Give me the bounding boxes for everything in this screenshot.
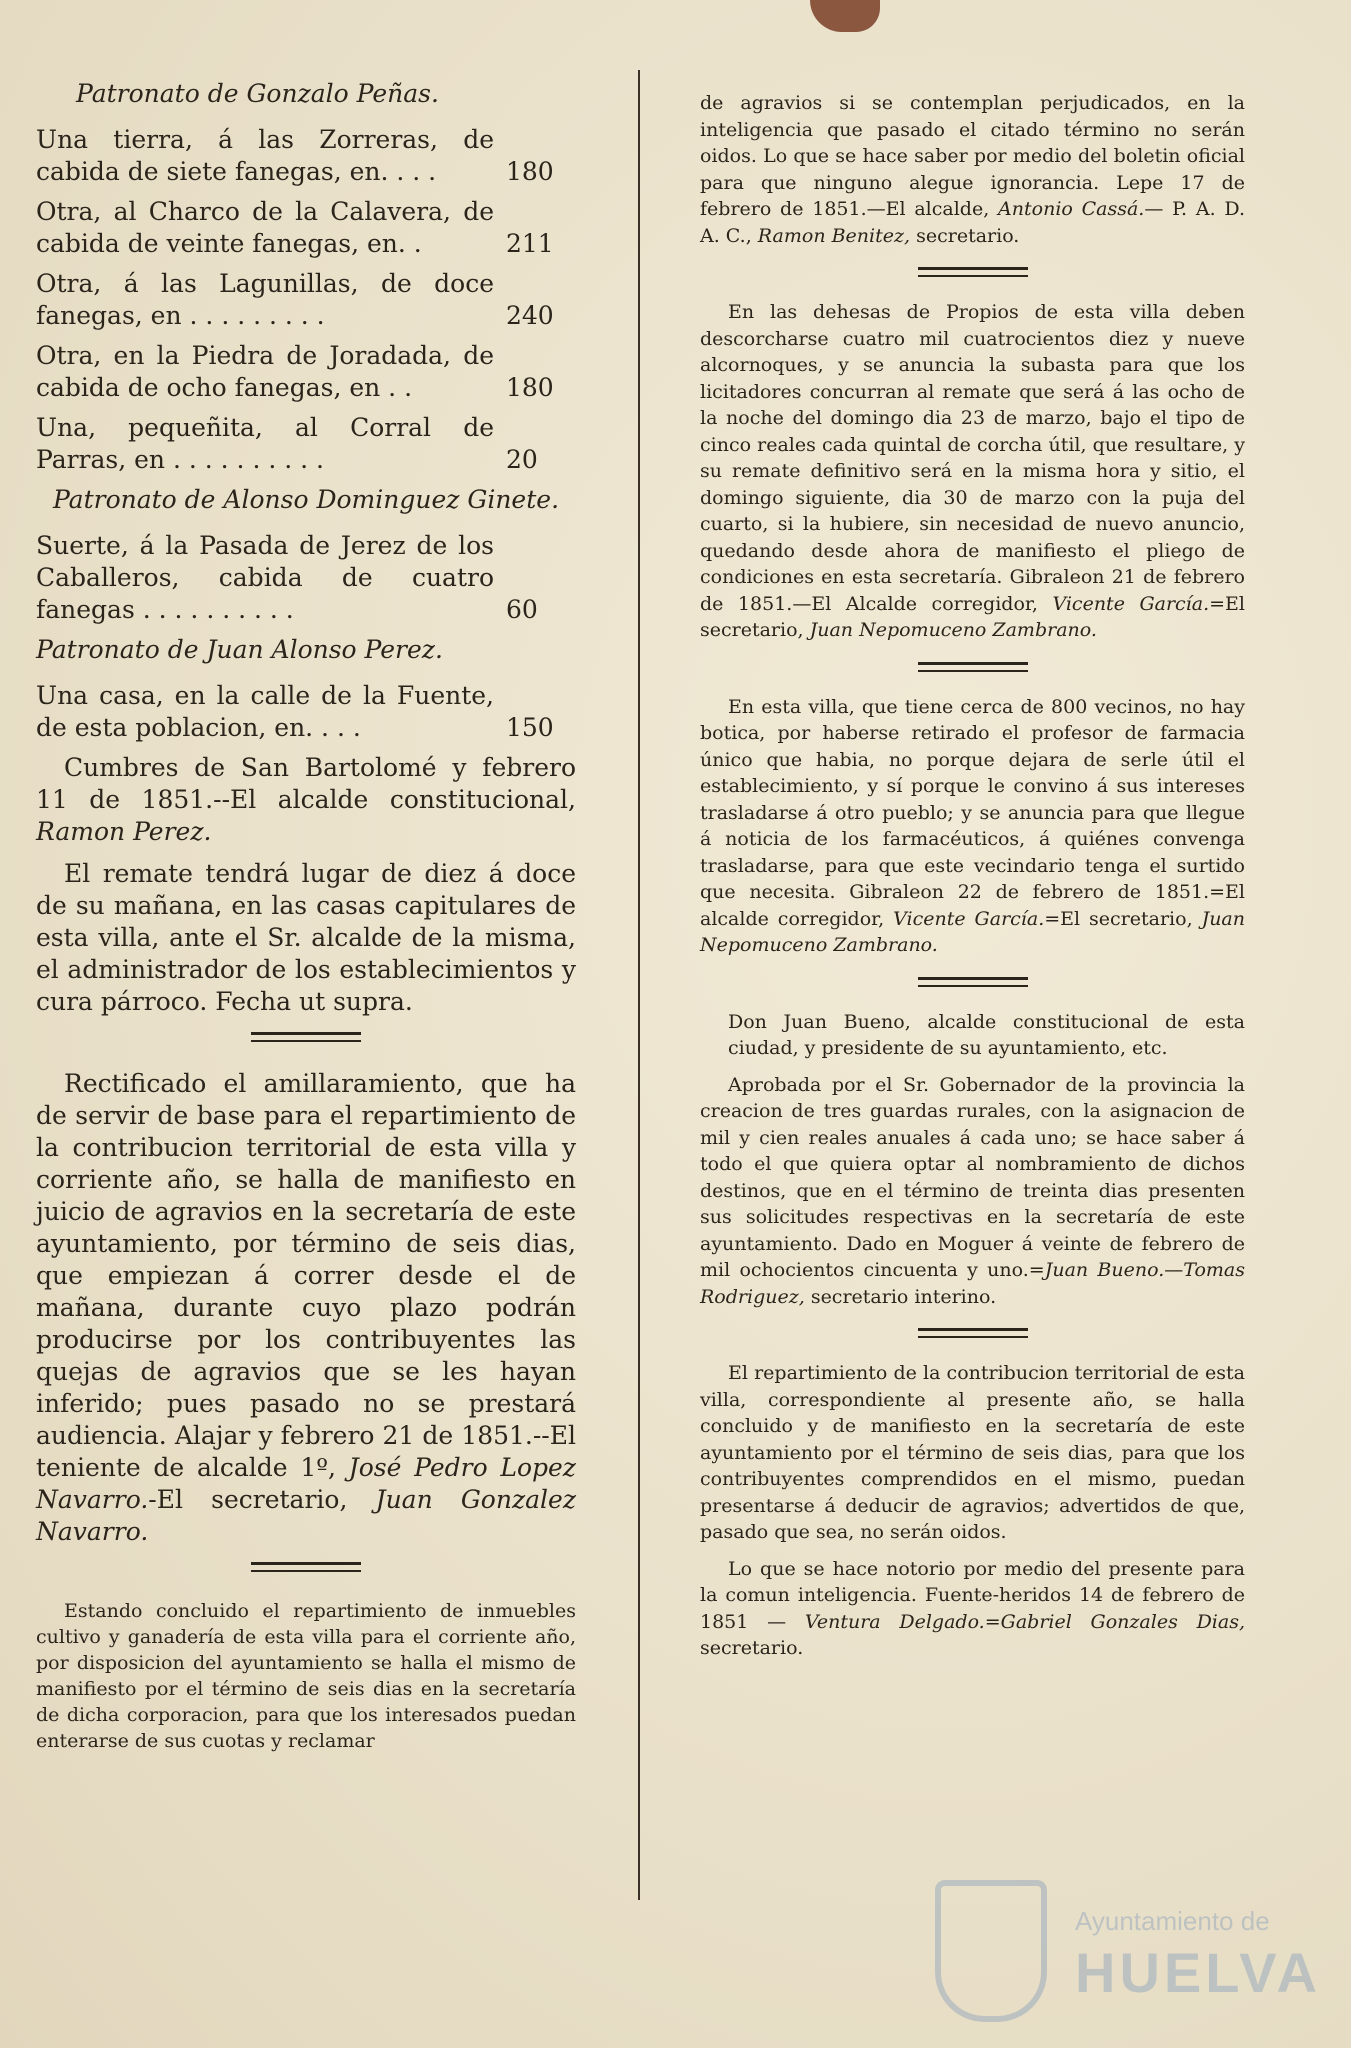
section-rule <box>251 1562 361 1572</box>
property-value: 211 <box>506 229 554 258</box>
property-value: 60 <box>506 595 538 624</box>
section-rule <box>918 977 1028 987</box>
lepe-notice: de agravios si se contemplan perjudicados, en la inteligencia que pasado el citado término no serán oidos. Lo que se hace saber por medio del boletin oficial para que ninguno alegue ignorancia. Lepe 17 de febrero de 1851.—El alcalde, Antonio Cassá.— P. A. D. A. C., Ramon Benitez, secretario. <box>700 92 1245 247</box>
property-description: Otra, en la Piedra de Joradada, de cabida de ocho fanegas, en . . <box>36 341 494 402</box>
moguer-heading: Don Juan Bueno, alcalde constitucional de esta ciudad, y presidente de su ayuntamiento, etc. <box>728 1010 1245 1059</box>
dehesas-notice: En las dehesas de Propios de esta villa deben descorcharse cuatro mil cuatrocientos diez y nueve alcornoques, y se anuncia la subasta para que los licitadores concurran al remate que será á las ocho de la noche del domingo dia 23 de marzo, bajo el tipo de cinco reales cada quintal de corcha útil, que resultare, y su remate definitivo será en la misma hora y sitio, el domingo siguiente, dia 30 de marzo con la puja del cuarto, si la hubiere, sin necesidad de nuevo anuncio, quedando desde ahora de manifiesto el pliego de condiciones en esta secretaría. Gibraleon 21 de febrero de 1851.—El Alcalde corregidor, Vicente García.=El secretario, Juan Nepomuceno Zambrano. <box>700 301 1246 641</box>
property-list <box>36 530 576 626</box>
estando-notice: Estando concluido el repartimiento de inmuebles cultivo y ganadería de esta villa para el corriente año, por disposicion del ayuntamiento se halla el mismo de manifiesto por el término de seis dias en la secretaría de dicha corporacion, para que los interesados puedan enterarse de sus cuotas y reclamar <box>36 1600 576 1752</box>
reparto-signature: Lo que se hace notorio por medio del presente para la comun inteligencia. Fuente-heridos 14 de febrero de 1851 — Ventura Delgado.=Gabriel Gonzales Dias, secretario. <box>700 1557 1245 1659</box>
section-rule <box>918 1328 1028 1338</box>
left-column <box>36 78 576 1764</box>
property-description: Suerte, á la Pasada de Jerez de los Caballeros, cabida de cuatro fanegas . . . . . . . . . . <box>36 531 494 624</box>
section-rule <box>918 267 1028 277</box>
botica-notice: En esta villa, que tiene cerca de 800 vecinos, no hay botica, por haberse retirado el profesor de farmacia único que habia, no porque dejara de serle útil el establecimiento, y sí porque le convino á sus intereses trasladarse á otro pueblo; y se anuncia para que llegue á noticia de los farmacéuticos, á quiénes convenga trasladarse, para que este vecindario tenga el surtido que necesita. Gibraleon 22 de febrero de 1851.=El alcalde corregidor, Vicente García.=El secretario, Juan Nepomuceno Zambrano. <box>700 695 1245 956</box>
property-value: 240 <box>506 301 554 330</box>
property-list <box>36 680 576 744</box>
ink-stain <box>810 0 880 32</box>
property-item <box>36 412 576 476</box>
section-rule <box>918 662 1028 672</box>
property-item <box>36 196 576 260</box>
property-list <box>36 124 576 476</box>
property-value: 180 <box>506 157 554 186</box>
signature-paragraph: Cumbres de San Bartolomé y febrero 11 de 1851.--El alcalde constitucional, Ramon Perez. <box>36 753 576 846</box>
property-item <box>36 530 576 626</box>
property-value: 20 <box>506 445 538 474</box>
reparto-notice: El repartimiento de la contribucion territorial de esta villa, correspondiente al presente año, se halla concluido y de manifiesto en la secretaría de este ayuntamiento por el término de seis dias, para que los contribuyentes comprendidos en el mismo, puedan presentarse á deducir de agravios; advertidos de que, pasado que sea, no serán oidos. <box>700 1362 1245 1543</box>
section-heading: Patronato de Alonso Dominguez Ginete. <box>52 485 560 514</box>
remate-paragraph: El remate tendrá lugar de diez á doce de su mañana, en las casas capitulares de esta villa, ante el Sr. alcalde de la misma, el administrador de los establecimientos y cura párroco. Fecha ut supra. <box>36 859 576 1016</box>
property-description: Otra, á las Lagunillas, de doce fanegas, en . . . . . . . . . <box>36 269 494 330</box>
signatory-name: Ramon Perez. <box>36 817 212 846</box>
property-description: Una tierra, á las Zorreras, de cabida de siete fanegas, en. . . . <box>36 125 494 186</box>
section-heading: Patronato de Juan Alonso Perez. <box>36 635 443 664</box>
moguer-notice: Aprobada por el Sr. Gobernador de la provincia la creacion de tres guardas rurales, con la asignacion de mil y cien reales anuales á cada uno; se hace saber á todo el que quiera optar al nombramiento de dichos destinos, que en el término de treinta dias presenten sus solicitudes respectivas en la secretaría de este ayuntamiento. Dado en Moguer á veinte de febrero de mil ochocientos cincuenta y uno.=Juan Bueno.—Tomas Rodriguez, secretario interino. <box>700 1073 1245 1308</box>
section-heading: Patronato de Gonzalo Peñas. <box>76 79 439 108</box>
property-item <box>36 268 576 332</box>
property-description: Una casa, en la calle de la Fuente, de esta poblacion, en. . . . <box>36 681 494 742</box>
right-column <box>700 90 1245 1672</box>
property-item <box>36 680 576 744</box>
coat-of-arms-icon <box>935 1880 1047 2022</box>
property-item <box>36 124 576 188</box>
property-value: 150 <box>506 713 554 742</box>
property-item <box>36 340 576 404</box>
alajar-notice: Rectificado el amillaramiento, que ha de servir de base para el repartimiento de la contribucion territorial de esta villa y corriente año, se halla de manifiesto en juicio de agravios en la secretaría de este ayuntamiento, por término de seis dias, que empiezan á correr desde el de mañana, durante cuyo plazo podrán producirse por los contribuyentes las quejas de agravios que se les hayan inferido; pues pasado no se prestará audiencia. Alajar y febrero 21 de 1851.--El teniente de alcalde 1º, José Pedro Lopez Navarro.-El secretario, Juan Gonzalez Navarro. <box>36 1069 576 1546</box>
section-rule <box>251 1032 361 1042</box>
column-divider <box>638 70 640 1900</box>
property-value: 180 <box>506 373 554 402</box>
huelva-watermark-logo: Ayuntamiento de HUELVA <box>935 1880 1325 2020</box>
property-description: Una, pequeñita, al Corral de Parras, en . . . . . . . . . . <box>36 413 494 474</box>
property-description: Otra, al Charco de la Calavera, de cabida de veinte fanegas, en. . <box>36 197 494 258</box>
